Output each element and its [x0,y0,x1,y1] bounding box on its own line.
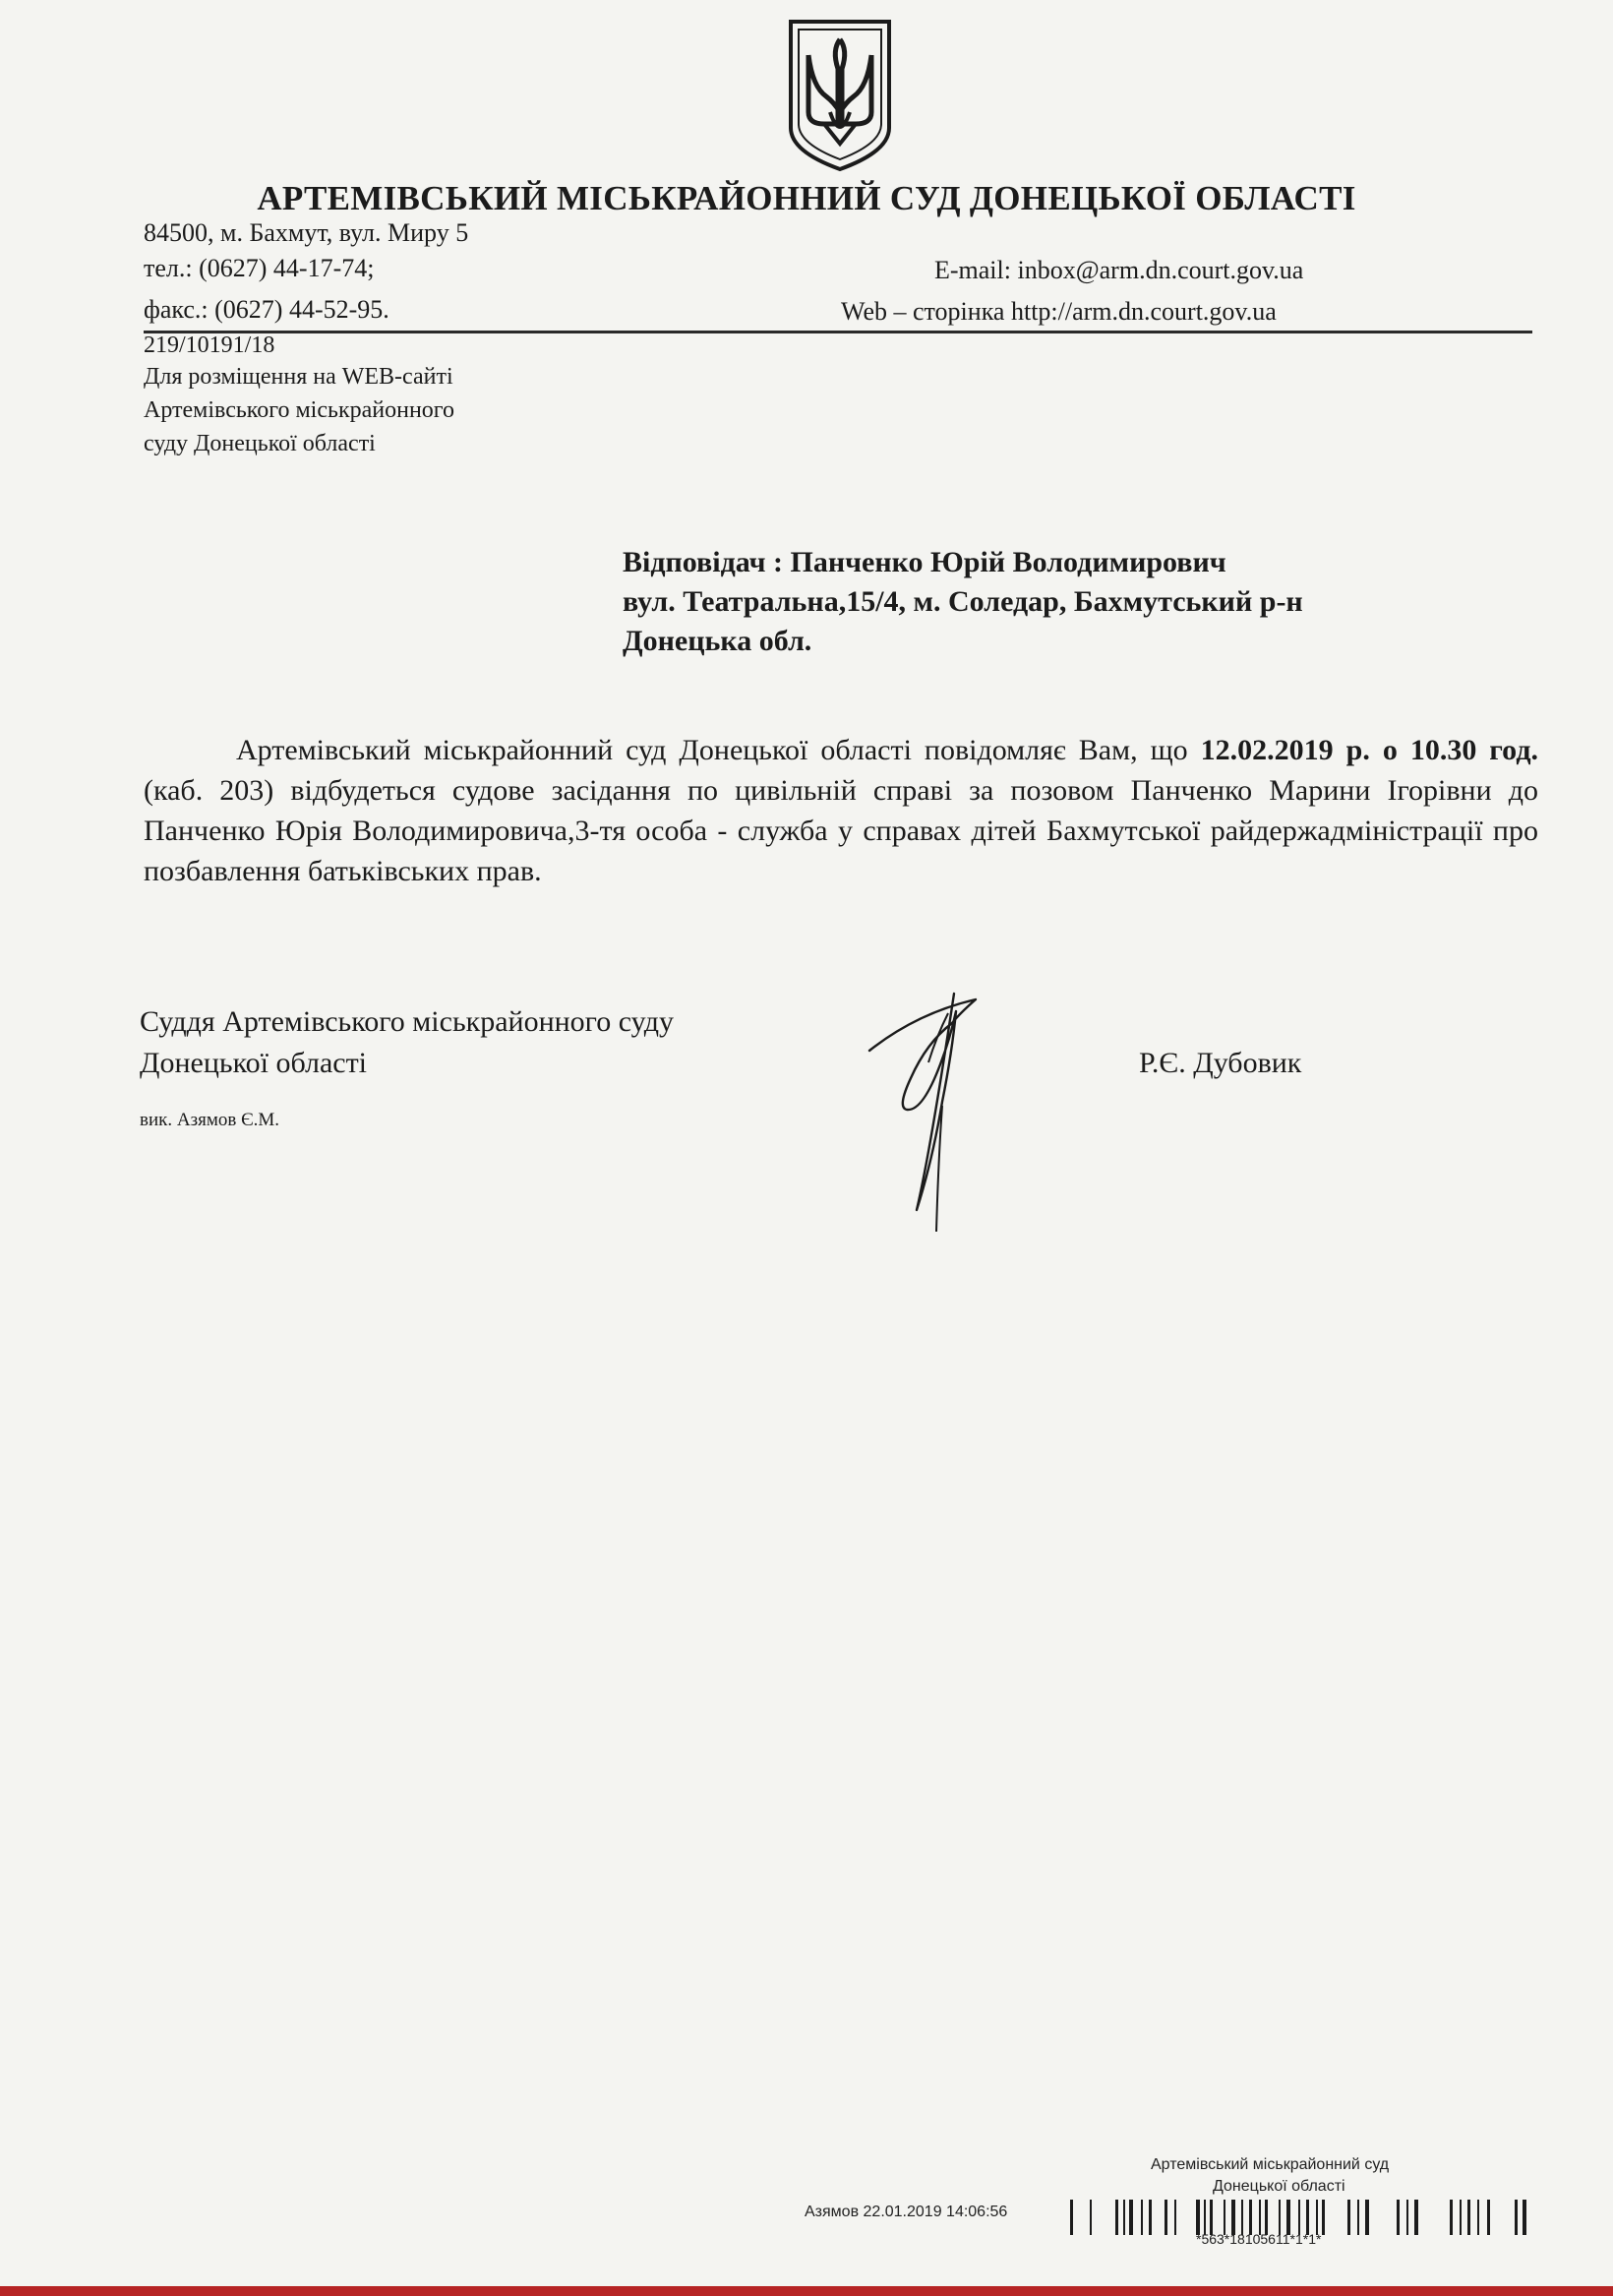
judge-title-line: Донецької області [140,1047,368,1079]
coat-of-arms-icon [785,18,895,173]
notice-text: (каб. 203) відбудеться судове засідання по цивільній справі за позовом Панченко Марини Ігорівни до Панченко Юрія Володимировича,3-тя особа - служба у справах дітей Бахмутської райдержадміністрації про позбавлення батьківських прав. [144,774,1538,887]
court-phone: тел.: (0627) 44-17-74; [144,254,375,282]
court-fax: факс.: (0627) 44-52-95. [144,295,389,324]
judge-title [140,1001,674,1084]
document-barcode [1070,2200,1530,2235]
hearing-datetime: 12.02.2019 р. о 10.30 год. [1200,734,1538,766]
website-note-line: Артемівського міськрайонного [144,397,455,423]
case-number: 219/10191/18 [144,332,275,358]
scan-edge-strip [0,2286,1613,2296]
addressee-line: Донецька обл. [623,625,812,657]
website-note-line: Для розміщення на WEB-сайті [144,364,453,390]
handwritten-signature [858,984,1015,1239]
judge-name: Р.Є. Дубовик [1139,1047,1302,1079]
addressee-line: Відповідач : Панченко Юрій Володимирович [623,546,1226,578]
addressee-line: вул. Театральна,15/4, м. Соледар, Бахмутський р-н [623,585,1303,618]
header-divider [144,331,1532,333]
stamp-timestamp: Азямов 22.01.2019 14:06:56 [805,2204,1008,2220]
barcode-number: *563*18105611*1*1* [1196,2231,1322,2247]
judge-title-line: Суддя Артемівського міськрайонного суду [140,1005,675,1038]
court-name-heading: АРТЕМІВСЬКИЙ МІСЬКРАЙОННИЙ СУД ДОНЕЦЬКОЇ ОБЛАСТІ [257,179,1356,217]
addressee-block [623,543,1303,661]
stamp-org-line: Донецької області [1213,2178,1345,2195]
notice-paragraph [144,730,1538,891]
executor-name: вик. Азямов Є.М. [140,1110,280,1130]
website-note-line: суду Донецької області [144,431,376,456]
court-address: 84500, м. Бахмут, вул. Миру 5 [144,218,469,247]
court-email: E-mail: inbox@arm.dn.court.gov.ua [934,256,1304,284]
stamp-org-line: Артемівський міськрайонний суд [1151,2156,1390,2173]
court-website: Web – сторінка http://arm.dn.court.gov.ua [841,297,1277,326]
notice-text: Артемівський міськрайонний суд Донецької області повідомляє Вам, що [236,734,1201,766]
